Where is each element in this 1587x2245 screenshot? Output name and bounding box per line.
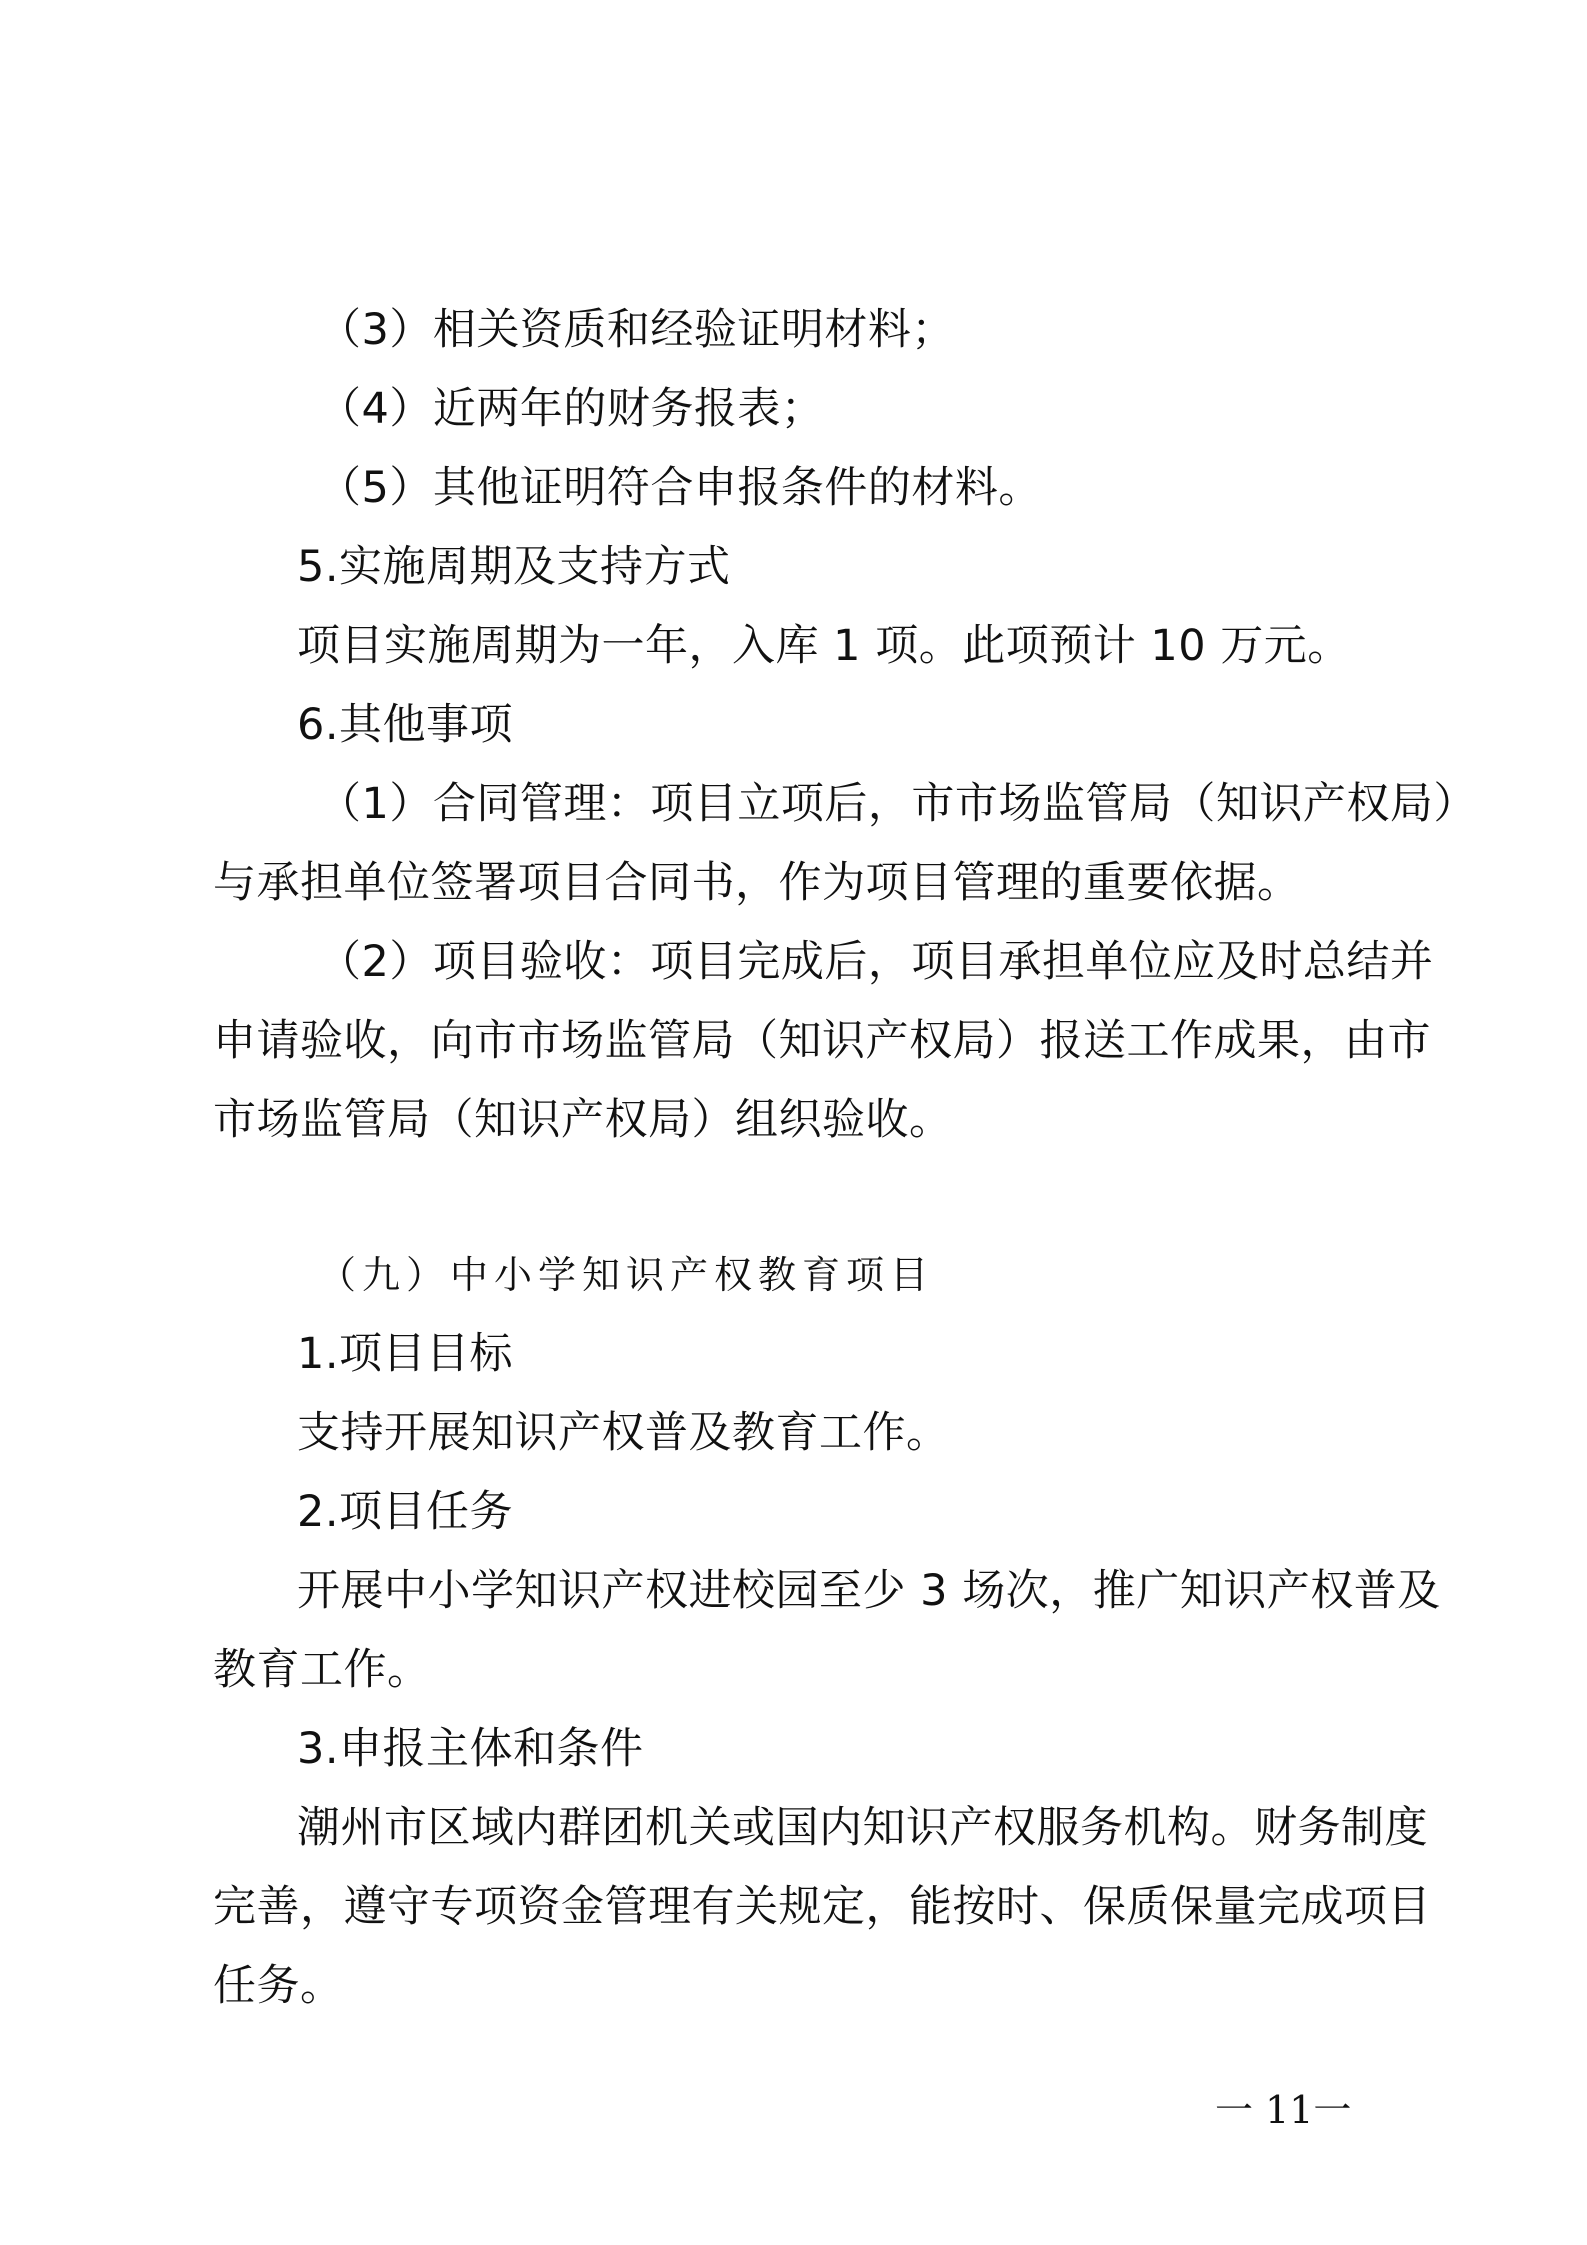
page-number: 一 11一 [1215,2088,1352,2132]
paragraph-line: （2）项目验收：项目完成后，项目承担单位应及时总结并 [318,937,1434,987]
paragraph-line: 市场监管局（知识产权局）组织验收。 [213,1095,953,1145]
list-item-3: （3）相关资质和经验证明材料； [318,305,955,355]
section-heading-6: 6.其他事项 [297,700,514,750]
section-heading-5: 5.实施周期及支持方式 [297,542,731,592]
paragraph-line: 与承担单位签署项目合同书，作为项目管理的重要依据。 [213,858,1301,908]
list-item-5: （5）其他证明符合申报条件的材料。 [318,463,1042,513]
paragraph-line: 支持开展知识产权普及教育工作。 [297,1408,950,1458]
paragraph-line: （1）合同管理：项目立项后，市市场监管局（知识产权局） [318,779,1477,829]
paragraph-line: 潮州市区域内群团机关或国内知识产权服务机构。财务制度 [297,1803,1428,1853]
paragraph-line: 教育工作。 [213,1645,431,1695]
paragraph-line: 项目实施周期为一年，入库 1 项。此项预计 10 万元。 [297,621,1351,671]
subsection-heading-3: 3.申报主体和条件 [297,1724,644,1774]
paragraph-line: 任务。 [213,1961,344,2011]
section-heading-9: （九）中小学知识产权教育项目 [318,1253,935,1297]
list-item-4: （4）近两年的财务报表； [318,384,825,434]
subsection-heading-1: 1.项目目标 [297,1329,514,1379]
paragraph-line: 开展中小学知识产权进校园至少 3 场次，推广知识产权普及 [297,1566,1441,1616]
paragraph-line: 完善，遵守专项资金管理有关规定，能按时、保质保量完成项目 [213,1882,1431,1932]
subsection-heading-2: 2.项目任务 [297,1487,514,1537]
paragraph-line: 申请验收，向市市场监管局（知识产权局）报送工作成果，由市 [213,1016,1431,1066]
